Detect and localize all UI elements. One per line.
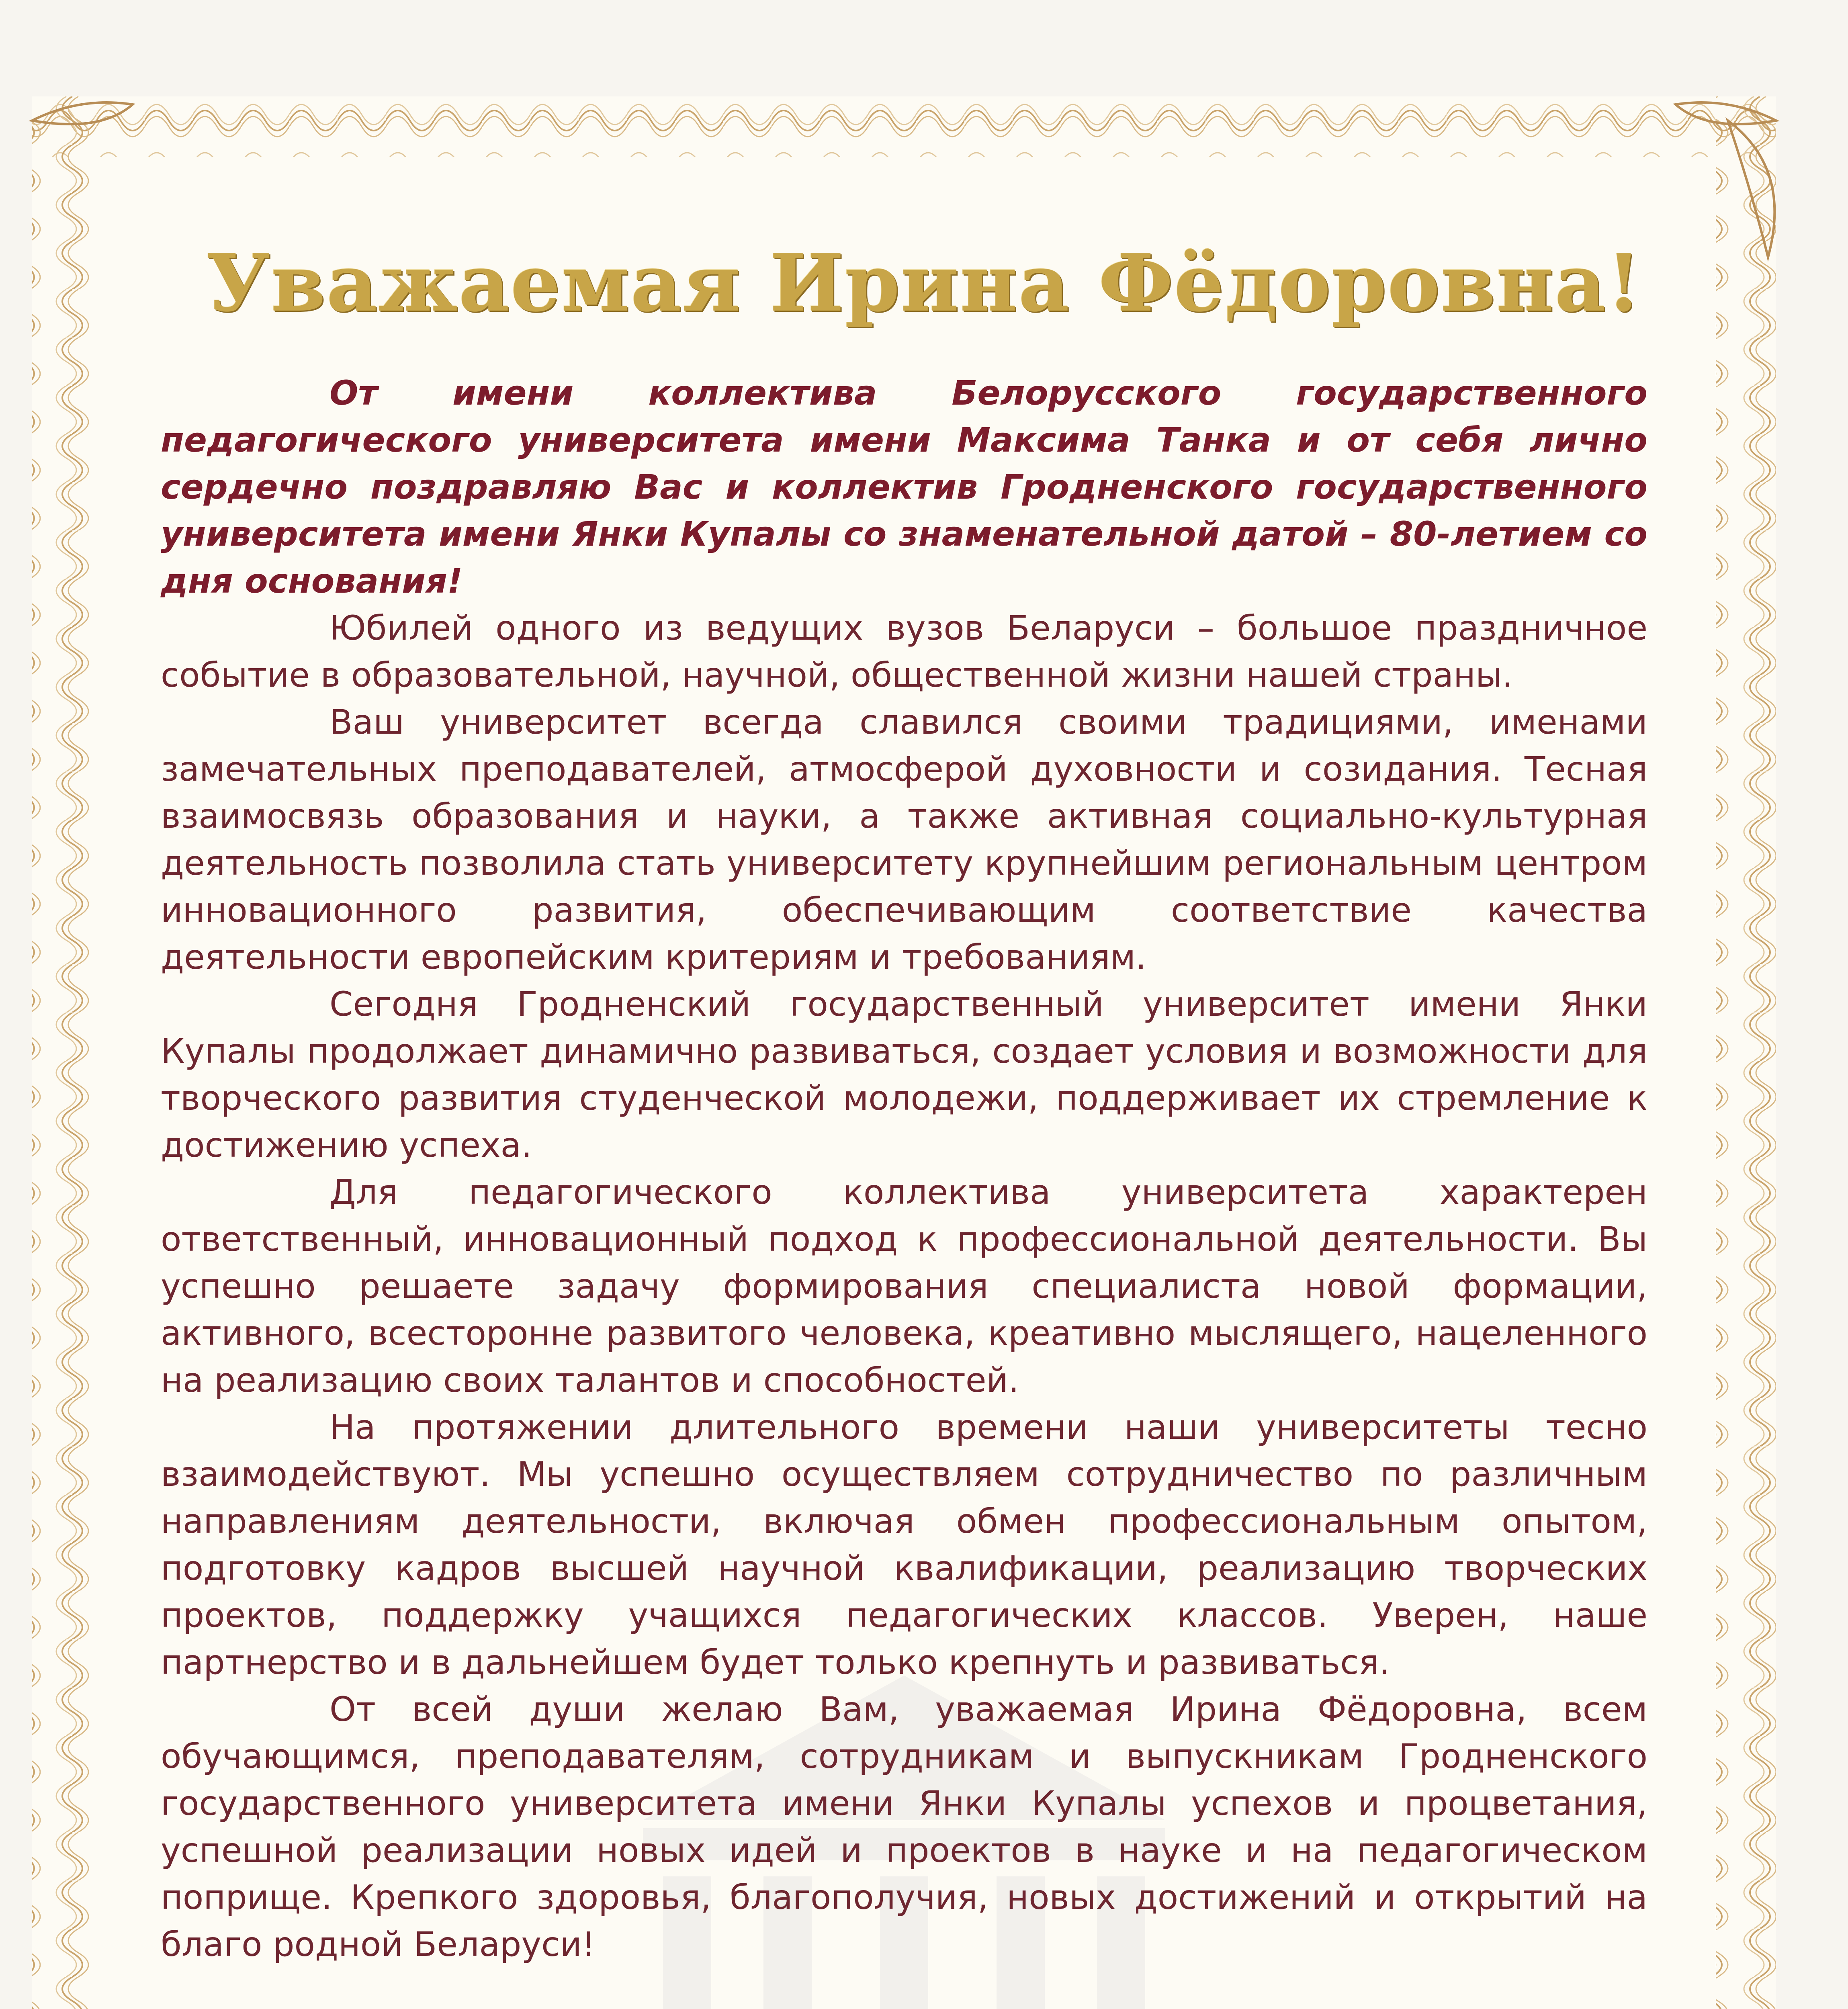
letter-body [161, 370, 1647, 1968]
body-paragraph: От всей души желаю Вам, уважаемая Ирина Фёдоровна, всем обучающимся, преподавателям, сотрудникам и выпускникам Гродненского государственного университета имени Янки Купалы успехов и процветания, успешной реализации новых идей и проектов в науке и на педагогическом поприще. Крепкого здоровья, благополучия, новых достижений и открытий на благо родной Беларуси! [161, 1690, 1647, 1964]
body-paragraph: Сегодня Гродненский государственный университет имени Янки Купалы продолжает динамично развиваться, создает условия и возможности для творческого развития студенческой молодежи, поддерживает их стремление к достижению успеха. [161, 984, 1647, 1165]
lead-paragraph: От имени коллектива Белорусского государственного педагогического университета имени Максима Танка и от себя лично сердечно поздравляю Вас и коллектив Гродненского государственного университета имени Янки Купалы со знаменательной датой – 80-летием со дня основания! [161, 373, 1647, 601]
body-paragraph: Ваш университет всегда славился своими традициями, именами замечательных преподавателей, атмосферой духовности и созидания. Тесная взаимосвязь образования и науки, а также активная социально-культурная деятельность позволила стать университету крупнейшим региональным центром инновационного развития, обеспечивающим соответствие качества деятельности европейским критериям и требованиям. [161, 702, 1647, 977]
body-paragraph: На протяжении длительного времени наши университеты тесно взаимодействуют. Мы успешно осуществляем сотрудничество по различным направлениям деятельности, включая обмен профессиональным опытом, подготовку кадров высшей научной квалификации, реализацию творческих проектов, поддержку учащихся педагогических классов. Уверен, наше партнерство и в дальнейшем будет только крепнуть и развиваться. [161, 1408, 1647, 1682]
body-paragraph: Для педагогического коллектива университета характерен ответственный, инновационный подход к профессиональной деятельности. Вы успешно решаете задачу формирования специалиста новой формации, активного, всесторонне развитого человека, креативно мыслящего, нацеленного на реализацию своих талантов и способностей. [161, 1172, 1647, 1400]
body-paragraph: Юбилей одного из ведущих вузов Беларуси – большое праздничное событие в образовательной, научной, общественной жизни нашей страны. [161, 608, 1647, 695]
greeting-title: Уважаемая Ирина Фёдоровна! [206, 237, 1642, 329]
